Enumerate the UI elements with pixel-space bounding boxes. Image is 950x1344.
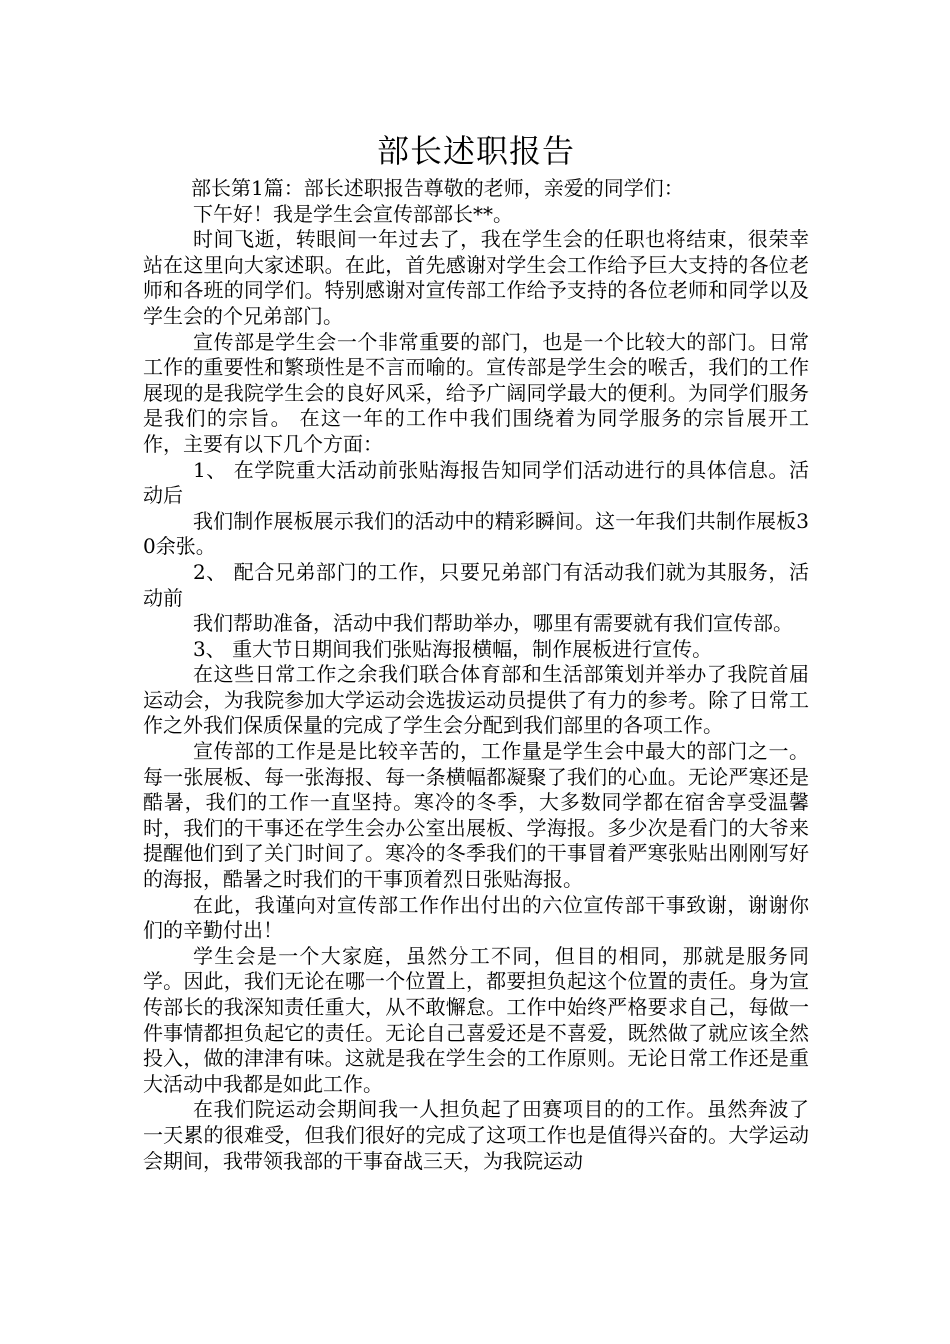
list-item: 3、 重大节日期间我们张贴海报横幅，制作展板进行宣传。 — [193, 636, 713, 661]
paragraph: 部长第1篇：部长述职报告尊敬的老师，亲爱的同学们： — [191, 176, 684, 200]
document-title: 部长述职报告 — [376, 132, 575, 170]
document-page — [143, 128, 809, 1174]
paragraph: 宣传部的工作是是比较辛苦的，工作量是学生会中最大的部门之一。每一张展板、每一张海报、每一条横幅都凝聚了我们的心血。无论严寒还是酷暑，我们的工作一直坚持。寒冷的冬季，大多数同学都在宿舍享受温馨时，我们的干事还在学生会办公室出展板、学海报。多少次是看门的大爷来提醒他们到了关门时间了。寒冷的冬季我们的干事冒着严寒张贴出刚刚写好的海报，酷暑之时我们的干事顶着烈日张贴海报。 — [143, 739, 809, 892]
paragraph: 在此，我谨向对宣传部工作作出付出的六位宣传部干事致谢，谢谢你们的辛勤付出！ — [143, 892, 809, 943]
list-item: 1、 在学院重大活动前张贴海报告知同学们活动进行的具体信息。活动后 — [143, 457, 809, 508]
paragraph: 宣传部是学生会一个非常重要的部门，也是一个比较大的部门。日常工作的重要性和繁琐性是不言而喻的。宣传部是学生会的喉舌，我们的工作展现的是我院学生会的良好风采，给予广阔同学最大的便利。为同学们服务是我们的宗旨。 在这一年的工作中我们围绕着为同学服务的宗旨展开工作，主要有以下几个方面： — [143, 329, 809, 456]
paragraph: 在这些日常工作之余我们联合体育部和生活部策划并举办了我院首届运动会，为我院参加大学运动会选拔运动员提供了有力的参考。除了日常工作之外我们保质保量的完成了学生会分配到我们部里的各项工作。 — [143, 662, 809, 738]
paragraph: 学生会是一个大家庭，虽然分工不同，但目的相同，那就是服务同学。因此，我们无论在哪一个位置上，都要担负起这个位置的责任。身为宣传部长的我深知责任重大，从不敢懈怠。工作中始终严格要求自己，每做一件事情都担负起它的责任。无论自己喜爱还是不喜爱，既然做了就应该全然投入，做的津津有味。这就是我在学生会的工作原则。无论日常工作还是重大活动中我都是如此工作。 — [143, 943, 809, 1096]
paragraph: 下午好！我是学生会宣传部部长**。 — [193, 201, 513, 226]
paragraph: 时间飞逝，转眼间一年过去了，我在学生会的任职也将结束，很荣幸站在这里向大家述职。在此，首先感谢对学生会工作给予巨大支持的各位老师和各班的同学们。特别感谢对宣传部工作给予支持的各位老师和同学以及学生会的个兄弟部门。 — [143, 227, 809, 328]
paragraph: 在我们院运动会期间我一人担负起了田赛项目的的工作。虽然奔波了一天累的很难受，但我们很好的完成了这项工作也是值得兴奋的。大学运动会期间，我带领我部的干事奋战三天，为我院运动 — [143, 1097, 809, 1173]
list-item: 2、 配合兄弟部门的工作，只要兄弟部门有活动我们就为其服务，活动前 — [143, 559, 809, 610]
paragraph: 我们制作展板展示我们的活动中的精彩瞬间。这一年我们共制作展板30余张。 — [143, 508, 809, 559]
paragraph: 我们帮助准备，活动中我们帮助举办，哪里有需要就有我们宣传部。 — [193, 611, 793, 636]
